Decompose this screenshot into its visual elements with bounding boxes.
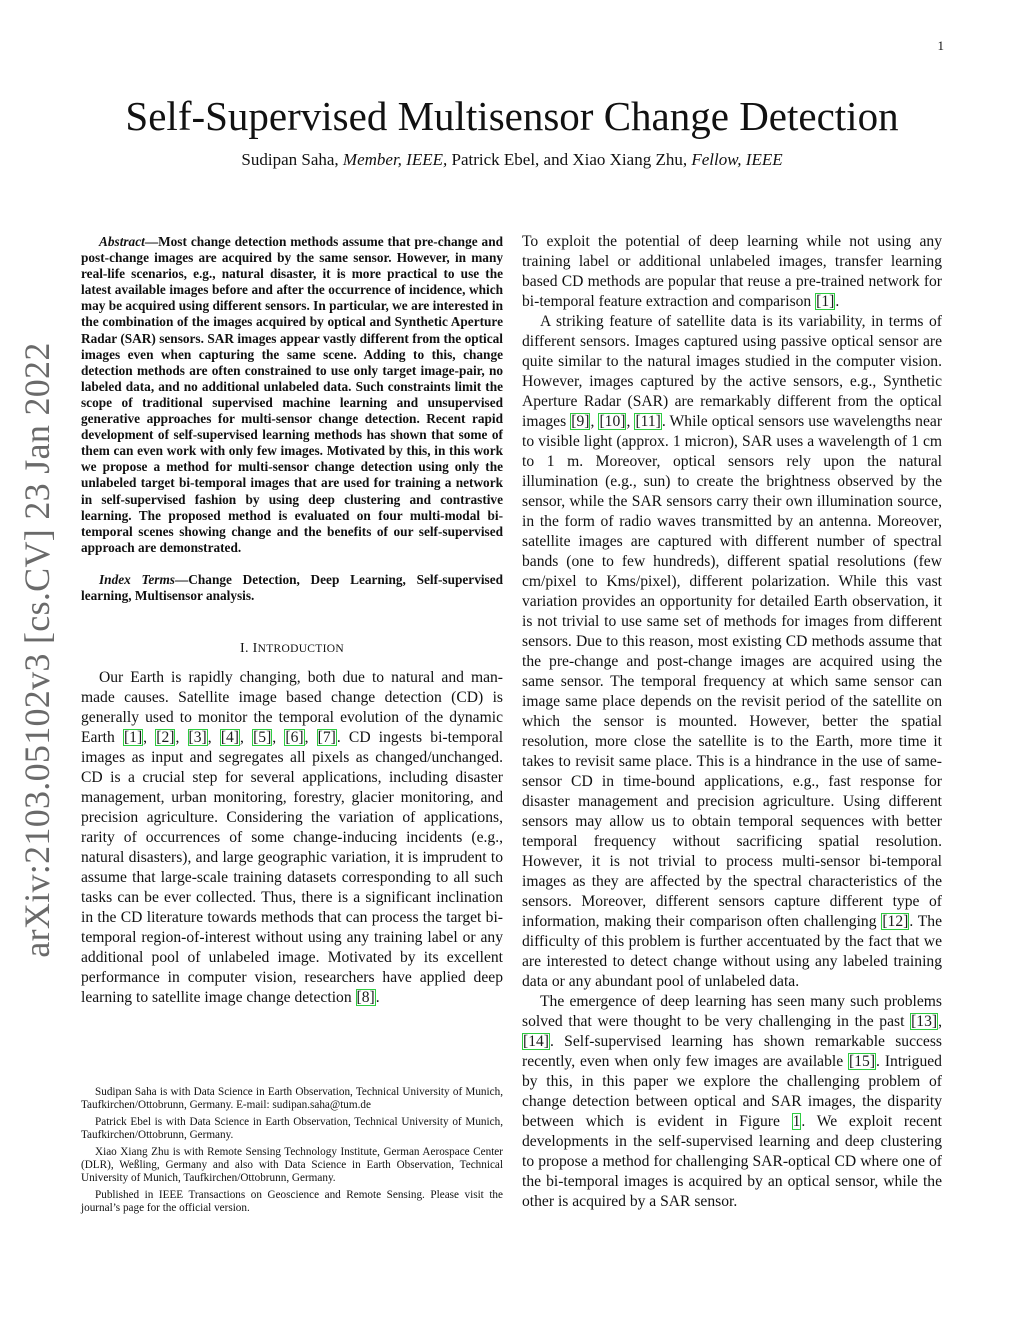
intro-text-b: . CD ingests bi-temporal images as input and segregates all pixels as changed/unchanged. CD is a crucial step for several applications, including disaster management, urban monitoring, forestry, glacier monitoring, and precision agriculture. Considering the variation of applications, rarity of occurrences of some change-inducing incidents (e.g., natural disasters), and large geographic variation, it is imprudent to assume that large-scale training datasets corresponding to all such tasks can be ever collected. Thus, there is a significant inclination in the CD literature towards methods that can process the target bi-temporal region-of-interest without using any training label or any additional pool of unlabeled image. Motivated by its excellent performance in computer vision, researchers have applied deep learning to satellite image change detection bbox=[81, 729, 504, 1007]
paragraph-transfer-learning bbox=[522, 232, 942, 312]
author-3-role: Fellow, IEEE bbox=[691, 150, 783, 169]
citation-link[interactable]: [10] bbox=[599, 413, 626, 430]
citation-link[interactable]: [14] bbox=[523, 1033, 549, 1050]
citation-link[interactable]: [7] bbox=[317, 729, 336, 747]
section-number: I. bbox=[240, 641, 249, 657]
paragraph-text: . bbox=[835, 293, 840, 310]
intro-text-a: Our Earth is rapidly changing, both due to natural and man-made causes. Satellite image based change detection (CD) is generally used to monitor the temporal evolution of the dynamic Earth bbox=[81, 669, 503, 747]
footnote-3: Xiao Xiang Zhu is with Remote Sensing Technology Institute, German Aerospace Center (DLR), Weßling, Germany and also with Data Science in Earth Observation, Technical University of Munich, Taufkirchen/Ottobrunn, Germany. bbox=[81, 1145, 503, 1185]
citation-link[interactable]: [4] bbox=[220, 729, 239, 747]
citation-link[interactable]: [5] bbox=[253, 729, 272, 747]
citation-link[interactable]: [1] bbox=[816, 293, 835, 310]
paragraph-text: The emergence of deep learning has seen many such problems solved that were thought to be very challenging in the past bbox=[522, 993, 942, 1030]
paragraph-text: To exploit the potential of deep learning while not using any training label or additional unlabeled images, transfer learning based CD methods are popular that reuse a pre-trained network for bi-temporal feature extraction and comparison bbox=[522, 233, 942, 310]
citation-link[interactable]: [8] bbox=[356, 989, 375, 1007]
arxiv-sidebar-stamp bbox=[17, 342, 57, 958]
citation-link[interactable]: [1] bbox=[123, 729, 143, 747]
citation-link[interactable]: [13] bbox=[911, 1013, 938, 1030]
paper-title: Self-Supervised Multisensor Change Detection bbox=[125, 93, 899, 139]
footnote-2: Patrick Ebel is with Data Science in Earth Observation, Technical University of Munich, Taufkirchen/Ottobrunn, Germany. bbox=[81, 1115, 503, 1142]
paragraph-text: . Self-supervised learning has shown remarkable success recently, even when only few images are available bbox=[522, 1033, 942, 1070]
abstract bbox=[81, 234, 503, 556]
author-1-role: Member, IEEE, bbox=[342, 150, 448, 169]
author-1: Sudipan Saha, bbox=[241, 150, 339, 169]
paragraph-text: . The difficulty of this problem is further accentuated by the fact that we are interested to detect change without using any labeled training data or any abundant pool of unlabeled data. bbox=[522, 913, 942, 990]
right-column bbox=[522, 232, 942, 1212]
paragraph-text: . Intrigued by this, in this paper we explore the challenging problem of change detection between optical and SAR images, the disparity between which is evident in Figure bbox=[522, 1053, 942, 1130]
section-first-letter: I bbox=[252, 641, 258, 657]
paragraph-text: . We exploit recent developments in the self-supervised learning and deep clustering to propose a method for challenging SAR-optical CD where one of the bi-temporal images is acquired by an optical sensor, while the other is acquired by a SAR sensor. bbox=[522, 1113, 942, 1210]
paragraph-deep-learning: The emergence of deep learning has seen many such problems solved that were thought to be very challenging in the past [13], [14]. Self-supervised learning has shown remarkable success recently, even when only few images are available [15]. Intrigued by this, in this paper we explore the challenging problem of change detection between optical and SAR images, the disparity between which is evident in Figure 1. We exploit recent developments in the self-supervised learning and deep clustering to propose a method for challenging SAR-optical CD where one of the bi-temporal images is acquired by an optical sensor, while the other is acquired by a SAR sensor. bbox=[522, 993, 942, 1210]
index-terms-text: —Change Detection, Deep Learning, Self-supervised learning, Multisensor analysis. bbox=[81, 571, 504, 603]
citation-link[interactable]: [2] bbox=[156, 729, 175, 747]
abstract-text: —Most change detection methods assume that pre-change and post-change images are acquired by the same sensor. However, in many real-life scenarios, e.g., natural disaster, it is more practical to use the latest available images before and after the occurrence of incidence, which may be acquired using different sensors. In particular, we are interested in the combination of the images acquired by optical and Synthetic Aperture Radar (SAR) sensors. SAR images appear vastly different from the optical images even when capturing the same scene. Adding to this, change detection methods are often constrained to use only target image-pair, no labeled data, and no additional unlabeled data. Such constraints limit the scope of traditional supervised machine learning and unsupervised generative approaches for multi-sensor change detection. Recent rapid development of self-supervised learning methods has shown that some of them can even work with only few images. Motivated by this, in this work we propose a method for multi-sensor change detection using only the unlabeled target bi-temporal images that are used for training a network in self-supervised fashion by using deep clustering and contrastive learning. The proposed method is evaluated on four multi-modal bi-temporal scenes showing change and the benefits of our self-supervised approach are demonstrated. bbox=[81, 234, 503, 555]
arxiv-id[interactable]: arXiv:2103.05102v3 [cs.CV] 23 Jan 2022 bbox=[17, 342, 57, 958]
footnote-1: Sudipan Saha is with Data Science in Earth Observation, Technical University of Munich, Taufkirchen/Ottobrunn, Germany. E-mail: sudipan.saha@tum.de bbox=[81, 1086, 503, 1112]
paragraph-text: . While optical sensors use wavelengths near to visible light (approx. 1 micron), SAR uses a wavelength of 1 cm to 1 m. Moreover, optical sensors rely upon the natural illumination (e.g., sun) to create the brightness observed by the sensor, while the SAR sensors carry their own illumination source, in the form of radio waves transmitted by an antenna. Moreover, satellite images are captured with different number of spectral bands (one to few hundreds), different spatial resolutions (few cm/pixel to Kms/pixel), different polarization. While this vast variation provides an opportunity for detailed Earth observation, it is not trivial to use same set of methods for images from different sensors. Due to this reason, most existing CD methods assume that the pre-change and post-change images are acquired using the same sensor. The temporal frequency at which same sensor can image same place depends on the revisit period of the satellite on which the sensor is mounted. However, better the spatial resolution, more close the satellite is to the Earth, more time it takes to revisit same place. This is a hindrance in the use of same-sensor CD in time-bound applications, e.g., fast response for disaster management and precision agriculture. Using different sensors may allow us to obtain temporal sequences with better temporal frequency without sacrificing spatial resolution. However, it is not trivial to process multi-sensor bi-temporal images as they are affected by the spectral characteristics of the sensors. Moreover, different sensors capture different type of information, making their comparison often challenging bbox=[522, 413, 943, 930]
citation-link[interactable]: [11] bbox=[635, 413, 661, 430]
footnote-4: Published in IEEE Transactions on Geoscience and Remote Sensing. Please visit the journal’s page for the official version. bbox=[81, 1188, 503, 1215]
citation-link[interactable]: [6] bbox=[285, 729, 304, 747]
footnotes bbox=[81, 1086, 503, 1219]
left-column bbox=[81, 234, 503, 1008]
page-number: 1 bbox=[937, 38, 944, 53]
section-title-rest: NTRODUCTION bbox=[257, 643, 344, 656]
section-heading bbox=[81, 641, 503, 657]
intro-text-end: . bbox=[375, 989, 380, 1007]
author-2-3: Patrick Ebel, and Xiao Xiang Zhu, bbox=[451, 150, 688, 169]
abstract-label: Abstract bbox=[99, 234, 145, 249]
citation-link[interactable]: [12] bbox=[882, 913, 909, 930]
intro-paragraph: Our Earth is rapidly changing, both due to natural and man-made causes. Satellite image based change detection (CD) is generally used to monitor the temporal evolution of the dynamic Earth [1], [2], [3], [4], [5], [6], [7]. CD ingests bi-temporal images as input and segregates all pixels as changed/unchanged. CD is a crucial step for several applications, including disaster management, urban monitoring, forestry, glacier monitoring, and precision agriculture. Considering the variation of applications, rarity of occurrences of some change-inducing incidents (e.g., natural disasters), and large geographic variation, it is imprudent to assume that large-scale training datasets corresponding to all such tasks can be ever collected. Thus, there is a significant inclination in the CD literature towards methods that can process the target bi-temporal region-of-interest without using any training label or any additional pool of unlabeled image. Motivated by its excellent performance in computer vision, researchers have applied deep learning to satellite image change detection [8]. bbox=[81, 669, 504, 1007]
figure-link[interactable]: 1 bbox=[792, 1113, 801, 1130]
paragraph-text: A striking feature of satellite data is its variability, in terms of different sensors. Images captured using passive optical sensor are quite similar to the natural images studied in the computer vision. However, images captured by the active sensors, e.g., Synthetic Aperture Radar (SAR) are remarkably different from the optical images bbox=[522, 313, 942, 430]
author-line bbox=[0, 150, 1024, 170]
citation-link[interactable]: [3] bbox=[188, 729, 207, 747]
index-terms bbox=[81, 572, 503, 604]
citation-link[interactable]: [15] bbox=[849, 1053, 876, 1070]
index-terms-label: Index Terms bbox=[99, 571, 175, 587]
citation-link[interactable]: [9] bbox=[571, 413, 590, 430]
paragraph-satellite-variability: A striking feature of satellite data is its variability, in terms of different sensors. Images captured using passive optical sensor are quite similar to the natural images studied in the computer vision. However, images captured by the active sensors, e.g., Synthetic Aperture Radar (SAR) are remarkably different from the optical images [9], [10], [11]. While optical sensors use wavelengths near to visible light (approx. 1 micron), SAR uses a wavelength of 1 cm to 1 m. Moreover, optical sensors rely upon the natural illumination (e.g., sun) to create the brightness observed by the sensor, while the SAR sensors carry their own illumination source, in the form of radio waves transmitted by an antenna. Moreover, satellite images are captured with different number of spectral bands (one to few hundreds), different spatial resolutions (few cm/pixel to Kms/pixel), different polarization. While this vast variation provides an opportunity for detailed Earth observation, it is not trivial to use same set of methods for images from different sensors. Due to this reason, most existing CD methods assume that the pre-change and post-change images are acquired using the same sensor. The temporal frequency at which same sensor can image same place depends on the revisit period of the satellite on which the sensor is mounted. However, better the spatial resolution, more close the satellite is to the Earth, more time it takes to revisit same place. This is a hindrance in the use of same-sensor CD in time-bound applications, e.g., fast response for disaster management and precision agriculture. Using different sensors may allow us to obtain temporal sequences with better temporal frequency without sacrificing spatial resolution. However, it is not trivial to process multi-sensor bi-temporal images as they are affected by the spectral characteristics of the sensors. Moreover, different sensors capture different type of information, making their comparison often challenging [12]. The difficulty of this problem is further accentuated by the fact that we are interested to detect change without using any labeled training data or any abundant pool of unlabeled data. bbox=[522, 313, 943, 990]
